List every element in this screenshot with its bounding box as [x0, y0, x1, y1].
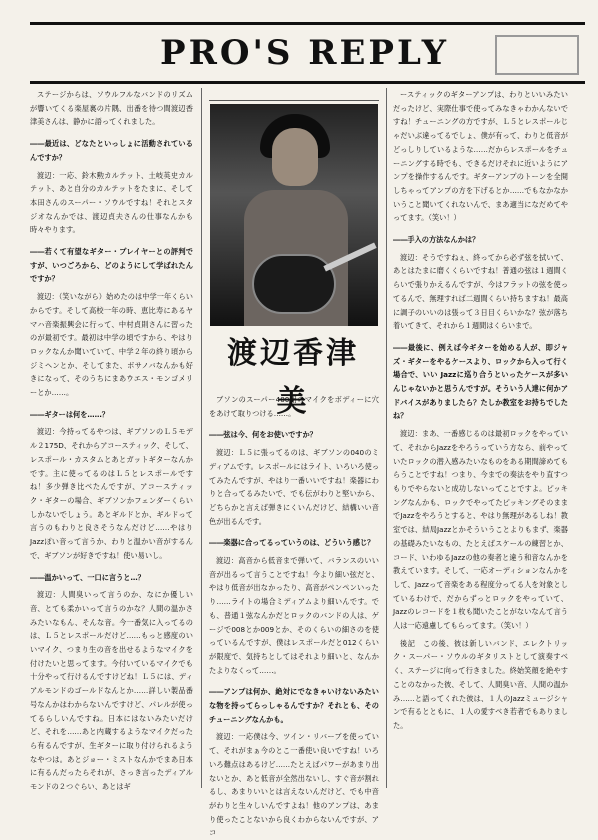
article-column-1: [30, 88, 193, 792]
interview-answer: 渡辺：一応、鈴木勲カルテット、土岐英史カルテット、あと自分のカルテットをたまに、そして本田さんのスーパー・ソウルですね！それとスタジオなんかでは、渡辺貞夫さんの仕事なんかも時々やります。: [30, 170, 193, 235]
interview-answer: 渡辺：（笑いながら）始めたのは中学一年くらいからです。そして高校一年の時、恵比寿にあるヤマハ音楽振興会に行って、中村貞則さんに習ったのが最初です。最初は中学の頃ですから、やはりロックなんか聞いていて、中学２年の終り頃からジミヘンとか、そしてまた、ボサノバなんかも好きになって、そのうちにまあウエス・モンゴメリーとか……。: [30, 292, 193, 398]
article-column-3: [393, 88, 568, 788]
interview-question: ――手入の方法なんかは？: [393, 235, 480, 245]
photo-figure-face: [272, 128, 318, 186]
artist-name: 渡辺香津美: [227, 336, 359, 419]
interview-question: ――最後に、例えば今ギターを始める人が、即ジャズ・ギターをやるケースより、ロックから入って行く場合で、いい Jazzに巡り合うといったケースが多いんじゃないかと思うんですが。そういう人達に何かアドバイスがありましたら？たしか教室をお持ちでしたね？: [393, 342, 568, 421]
column-divider: [201, 88, 202, 788]
interview-answer: ステージからは、ソウルフルなバンドのリズムが響いてくる楽屋裏の片隅、出番を待つ間渡辺香津美さんは、静かに語ってくれました。: [30, 90, 193, 127]
page-title: PRO'S REPLY: [160, 33, 449, 73]
article-column-2: [209, 393, 379, 838]
interview-question: ――若くて有望なギター・プレイヤーとの評判ですが、いつごろから、どのようにして学ばれたんですか？: [30, 247, 193, 284]
title-decoration: [495, 35, 579, 75]
interview-question: ――楽器に合ってるっていうのは、どういう感じ？: [209, 538, 375, 548]
interview-answer: ースティックのギターアンプは、わりといいみたいだったけど、実際仕事で使ってみなきゃわかんないですね！チューニングの方ですが、Ｌ５とレスポールじゃだいぶ違ってるでしょ、僕が有って、わりと低音がどっしりしているような……だからレスポールをチューニングする時でも、できるだけそれに近いようにアンプを操作するんです。ギターアンプのトーンを全開しちゃってアンプの方を下げるとか……でもなかなかいうこと聞いてくれないんで、まあ適当になだめてやってます。（笑い！）: [393, 90, 568, 223]
interview-answer: 渡辺：高音から低音まで弾いて、バランスのいい音が出るって言うことですね！今より細い弦だと、やはり低音が出なかったり、高音がペンペンいったり……ライトの場合ミディアムより細いんです。でも、普通１弦なんかだとロックのバンドの人は、ゲージで008とか009とか、そのくらいの細さのを使っているんですが、僕はレスポールだと012くらいが限度で、気持ちとしてはそれより細いと、なんかたよりなくって……。: [209, 556, 379, 675]
guitarist-photo: [210, 104, 378, 326]
interview-answer: 渡辺：まあ、一番感じるのは最初ロックをやっていて、それからJazzをやろうっていう方なら、前やっていたロックの潜入感みたいなものをある期間諦めてもらうことですね！つまり、今までの奏法をやり直すつもりでやらないと成功しないってことですよ。ピッキングなんかも、ロックでやってたピッキングそのままでJazzをやろうとすると、やはり無理があるしね！教室では、結局Jazzとかそういうことよりもまず、楽器の基礎みたいなもの、たとえばスケールの練習とか、コード、いわゆるJazzの他の奏者と違う和音なんかを教えています。そして、一応オーディションなんかをして、Jazzって音楽をある程度分ってる人を対象としているわけで、だからずっとロックをやっていて、Jazzのレコードを１枚も聞いたことがないなんて言う人は一応遠慮してもらってます。（笑い！）: [393, 429, 568, 631]
interview-answer: ブソンのスーパー400用のマイクをボディーに穴をあけて取りつける……。: [209, 395, 379, 418]
interview-answer: 後記 この後、彼は新しいバンド、エレクトリック・スーパー・ソウルのギタリストとして演奏すべく、ステージに向って行きました。終始笑顔を絶やすことのなかった彼、そして、人間臭い音、人間の温かみ……と語ってくれた彼は、１人のJazzミュージシャンで有るとともに、１人の愛すべき若者でもありました。: [393, 638, 568, 730]
interview-question: ――弦は今、何をお使いですか？: [209, 430, 317, 440]
interview-answer: 渡辺：今持ってるやつは、ギブソンのＬ５モデル２175D、それからアコースティック、そして、レスポール・カスタムとあとガットギターなんかです。主に使ってるのはＬ５とレスポールですね！多少弾き比べたんですが、アコースティック・ギターの場合、ギブソンかフェンダーくらいしかないでしょう。あとギルドとか、ギルドって言うのもわりと良さそうなんだけど……やはりJazzぽい音って言うか、わりと温かい音がするんで、ギブソンが好きですね！使い易いし。: [30, 427, 193, 560]
interview-question: ――最近は、どなたといっしょに活動されているんですか？: [30, 139, 193, 162]
interview-question: ――ギターは何を……？: [30, 409, 109, 419]
column-divider: [386, 88, 387, 788]
title-banner: [30, 22, 585, 84]
guitar-icon: [252, 254, 336, 314]
interview-question: ――温かいって、一口に言うと…？: [30, 572, 145, 582]
interview-answer: 渡辺：そうですねぇ、終ってから必ず弦を拭いて、あとはたまに磨くくらいですね！普通の弦は１週間くらいで張りかえるんですが、今はフラットの弦を使ってるんで、無理すれば二週間くらい持ちますね！最高に調子のいいのは張って３日目くらいかな？弦が落ち着いてきて、それから１週間はくらいまで。: [393, 252, 568, 331]
interview-answer: 渡辺：Ｌ５に張ってるのは、ギブソンの040のミディアムです。レスポールにはライト、いろいろ使ってみたんですが、やはり一番いいですね！楽器にわりと合ってるみたいで、でも伝がわりと堅いから、どちらかと言えば弾きにくいんだけど、結構いい音色が出るんです。: [209, 448, 379, 526]
interview-question: ――アンプは何か、絶対にでなきゃいけないみたいな物を持ってらっしゃるんですか？それとも、そのチューニングなんかも。: [209, 687, 379, 724]
interview-answer: 渡辺：一応僕は今、ツイン・リバーブを使っていて、それがまぁ今のとこ一番使い良いですね！いろいろ難点はあるけど……たとえばパワーがあまり出ないとか、あと低音が全然出ないし、すぐ音が割れるし、あまりいいとは言えないんだけど、でも中音がわりと生々しいんですよね！他のアンプは、あまり使ったことないから良くわからないんですが、アコ: [209, 732, 379, 838]
interview-answer: 渡辺：人間臭いって言うのか、なにか優しい音、とても柔かいって言うのかな？人間の温かさみたいなもん、そんな音。今一番気に入ってるのは、Ｌ５とレスポールだけど……もっと感度のいいマイク、つまり生の音を出せるようなマイクを付けたいと思ってます。今付いているマイクでも十分やって行けるんですけどね！Ｌ５には、ディアルモンドのゴールドなんとか……詳しい製品番号なんかはわからないんですけど、パレルが使ってるらしいんですね。日本にはないみたいだけど、それを……あと内蔵するようなマイクだったら有るんですが、生ギターに取り付けられるようなやつは。あとジョー・ミストなんかでまあ日本に有るんだったらそれが、さっき言ったディアルモンドの２つぐらい、あとはギ: [30, 590, 193, 792]
